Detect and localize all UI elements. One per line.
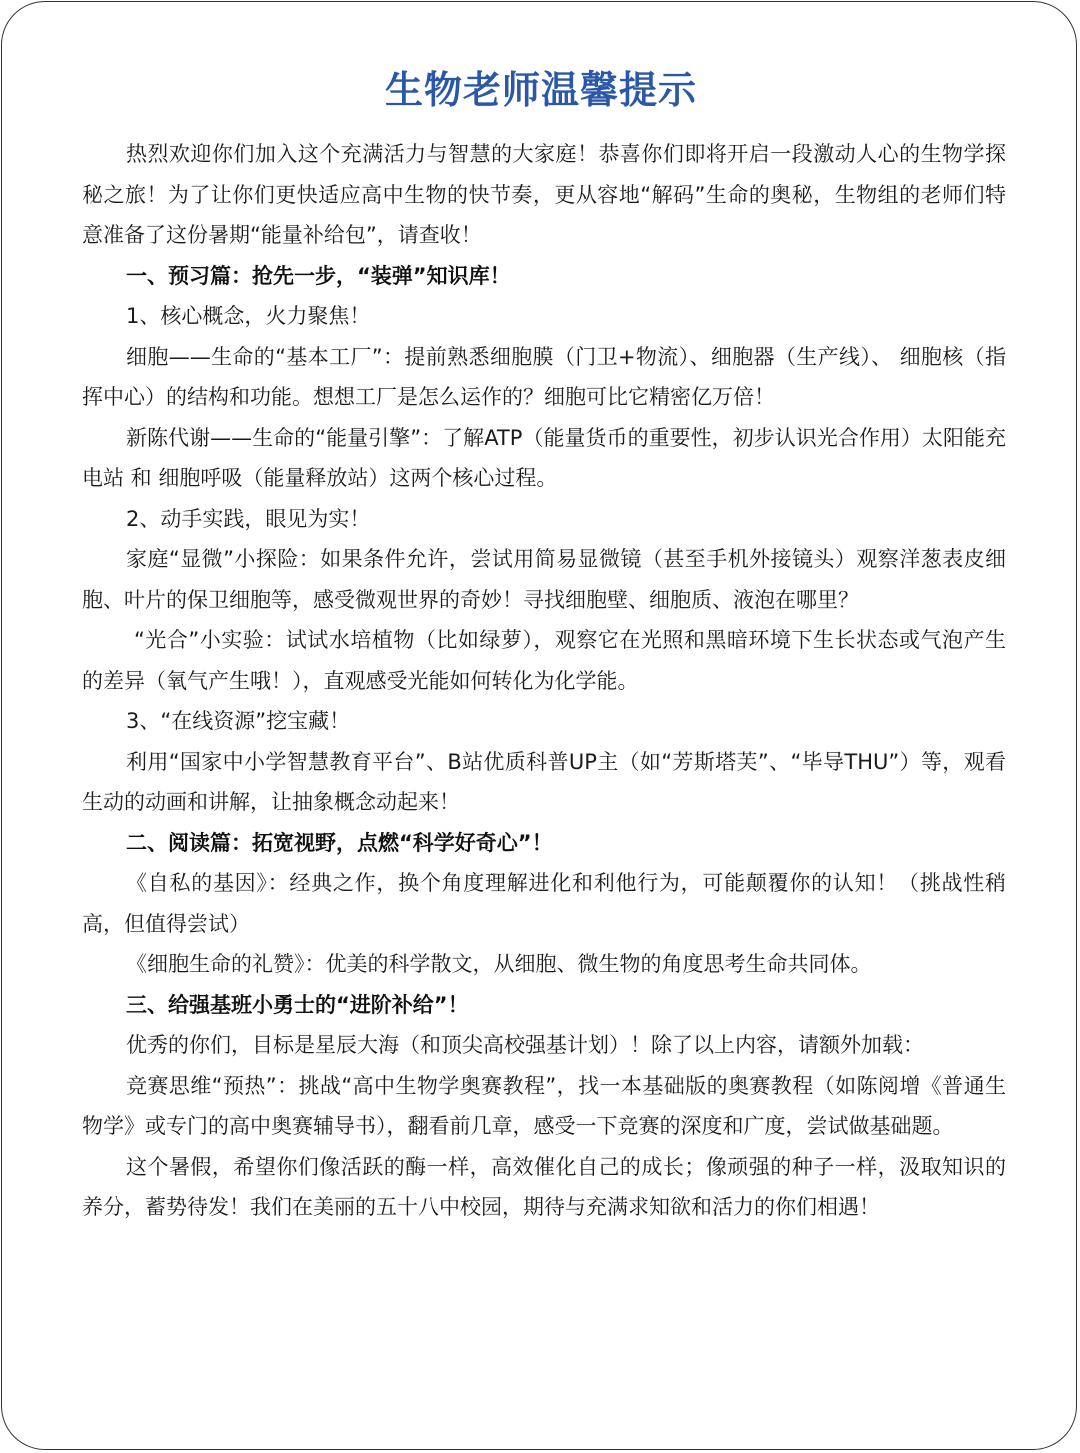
paragraph-cell: 细胞——生命的“基本工厂”：提前熟悉细胞膜（门卫+物流）、细胞器（生产线）、 细胞核（指挥中心）的结构和功能。想想工厂是怎么运作的？细胞可比它精密亿万倍！ (82, 344, 1006, 409)
paragraph-book-selfish-gene: 《自私的基因》：经典之作，换个角度理解进化和利他行为，可能颠覆你的认知！（挑战性稍高，但值得尝试） (82, 871, 1006, 936)
paragraph-closing: 这个暑假，希望你们像活跃的酶一样，高效催化自己的成长；像顽强的种子一样，汲取知识的养分，蓄势待发！我们在美丽的五十八中校园，期待与充满求知欲和活力的你们相遇！ (82, 1154, 1006, 1219)
subheading-hands-on: 2、动手实践，眼见为实！ (126, 506, 371, 531)
document-page (1, 1, 1077, 1450)
paragraph-metabolism: 新陈代谢——生命的“能量引擎”：了解ATP（能量货币的重要性，初步认识光合作用）太阳能充电站 和 细胞呼吸（能量释放站）这两个核心过程。 (82, 425, 1006, 490)
section-heading-advanced: 三、给强基班小勇士的“进阶补给”！ (126, 992, 469, 1017)
paragraph-microscope: 家庭“显微”小探险：如果条件允许，尝试用简易显微镜（甚至手机外接镜头）观察洋葱表皮细胞、叶片的保卫细胞等，感受微观世界的奇妙！寻找细胞壁、细胞质、液泡在哪里？ (82, 547, 1006, 612)
document-body (82, 134, 1006, 1228)
paragraph-online: 利用“国家中小学智慧教育平台”、B站优质科普UP主（如“芳斯塔芙”、“毕导THU”）等，观看生动的动画和讲解，让抽象概念动起来！ (82, 749, 1006, 814)
section-heading-preview: 一、预习篇：抢先一步，“装弹”知识库！ (126, 263, 511, 288)
subheading-online-resources: 3、“在线资源”挖宝藏！ (126, 709, 351, 733)
section-heading-reading: 二、阅读篇：拓宽视野，点燃“科学好奇心”！ (126, 830, 553, 855)
paragraph-advanced-intro: 优秀的你们，目标是星辰大海（和顶尖高校强基计划）！除了以上内容，请额外加载： (126, 1033, 924, 1057)
page-title: 生物老师温馨提示 (384, 68, 697, 112)
paragraph-photosynthesis: “光合”小实验：试试水培植物（比如绿萝），观察它在光照和黑暗环境下生长状态或气泡产生的差异（氧气产生哦！），直观感受光能如何转化为化学能。 (82, 628, 1006, 693)
subheading-core-concepts: 1、核心概念，火力聚焦！ (126, 304, 371, 328)
paragraph-book-cell-life: 《细胞生命的礼赞》：优美的科学散文，从细胞、微生物的角度思考生命共同体。 (126, 952, 872, 976)
paragraph-competition: 竞赛思维“预热”：挑战“高中生物学奥赛教程”，找一本基础版的奥赛教程（如陈阅增《普通生物学》或专门的高中奥赛辅导书），翻看前几章，感受一下竞赛的深度和广度，尝试做基础题。 (82, 1073, 1006, 1138)
intro-paragraph: 热烈欢迎你们加入这个充满活力与智慧的大家庭！恭喜你们即将开启一段激动人心的生物学探秘之旅！为了让你们更快适应高中生物的快节奏，更从容地“解码”生命的奥秘，生物组的老师们特意准备了这份暑期“能量补给包”，请查收！ (82, 142, 1006, 247)
